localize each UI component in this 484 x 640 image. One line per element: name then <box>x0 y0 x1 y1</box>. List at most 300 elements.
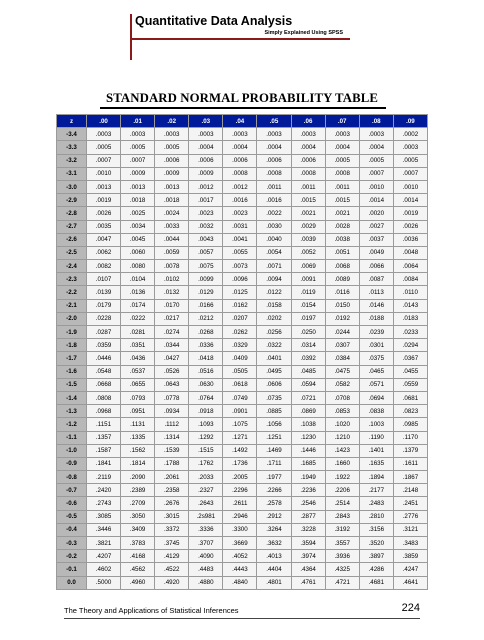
probability-cell: .0069 <box>291 260 325 273</box>
probability-cell: .1093 <box>189 418 223 431</box>
z-value-cell: -2.8 <box>57 207 87 220</box>
probability-cell: .0197 <box>291 312 325 325</box>
probability-cell: .0436 <box>121 352 155 365</box>
probability-cell: .1112 <box>155 418 189 431</box>
probability-cell: .0526 <box>155 365 189 378</box>
probability-cell: .0030 <box>257 220 291 233</box>
probability-cell: .0012 <box>189 180 223 193</box>
probability-cell: .4840 <box>223 576 257 589</box>
probability-cell: .0015 <box>325 194 359 207</box>
probability-cell: .3409 <box>121 523 155 536</box>
probability-cell: .0004 <box>325 141 359 154</box>
probability-cell: .0985 <box>393 418 427 431</box>
probability-cell: .1841 <box>87 457 121 470</box>
z-value-cell: -2.0 <box>57 312 87 325</box>
probability-cell: .0146 <box>359 299 393 312</box>
probability-cell: .2776 <box>393 510 427 523</box>
probability-cell: .0055 <box>223 246 257 259</box>
probability-cell: .0080 <box>121 260 155 273</box>
probability-cell: .3446 <box>87 523 121 536</box>
probability-cell: .0322 <box>257 339 291 352</box>
table-row <box>57 391 428 404</box>
probability-cell: .0060 <box>121 246 155 259</box>
column-header: .02 <box>155 115 189 128</box>
probability-cell: .0012 <box>223 180 257 193</box>
probability-cell: .0384 <box>325 352 359 365</box>
probability-cell: .2033 <box>189 471 223 484</box>
probability-cell: .0274 <box>155 326 189 339</box>
table-row <box>57 154 428 167</box>
footer-text: The Theory and Applications of Statistical Inferences <box>64 606 239 615</box>
table-row <box>57 563 428 576</box>
probability-cell: .1922 <box>325 471 359 484</box>
probability-cell: .0052 <box>291 246 325 259</box>
probability-cell: .0119 <box>291 286 325 299</box>
probability-cell: .0015 <box>291 194 325 207</box>
probability-cell: .0043 <box>189 233 223 246</box>
table-row <box>57 523 428 536</box>
probability-cell: .0007 <box>121 154 155 167</box>
probability-cell: .0040 <box>257 233 291 246</box>
probability-cell: .0901 <box>223 405 257 418</box>
z-value-cell: -0.9 <box>57 457 87 470</box>
probability-cell: .3557 <box>325 537 359 550</box>
probability-cell: .0329 <box>223 339 257 352</box>
table-row <box>57 484 428 497</box>
probability-cell: .0041 <box>223 233 257 246</box>
probability-cell: .4129 <box>155 550 189 563</box>
probability-cell: .0618 <box>223 378 257 391</box>
table-row <box>57 537 428 550</box>
probability-cell: .0110 <box>393 286 427 299</box>
probability-cell: .2514 <box>325 497 359 510</box>
probability-cell: .0143 <box>393 299 427 312</box>
probability-cell: .1401 <box>359 444 393 457</box>
probability-cell: .0078 <box>155 260 189 273</box>
z-value-cell: -3.2 <box>57 154 87 167</box>
probability-cell: .0099 <box>189 273 223 286</box>
probability-cell: .0038 <box>325 233 359 246</box>
probability-cell: .0028 <box>325 220 359 233</box>
probability-cell: .4325 <box>325 563 359 576</box>
column-header: .01 <box>121 115 155 128</box>
probability-cell: .0136 <box>121 286 155 299</box>
probability-cell: .0018 <box>155 194 189 207</box>
probability-cell: .1251 <box>257 431 291 444</box>
probability-cell: .0207 <box>223 312 257 325</box>
probability-cell: .4681 <box>359 576 393 589</box>
table-row <box>57 167 428 180</box>
probability-cell: .0351 <box>121 339 155 352</box>
page-header <box>130 14 350 40</box>
probability-cell: .0003 <box>121 128 155 141</box>
probability-cell: .0003 <box>223 128 257 141</box>
table-row <box>57 352 428 365</box>
probability-cell: .0668 <box>87 378 121 391</box>
probability-cell: .1736 <box>223 457 257 470</box>
z-value-cell: -1.3 <box>57 405 87 418</box>
column-header: .03 <box>189 115 223 128</box>
table-row <box>57 220 428 233</box>
probability-cell: .0778 <box>155 391 189 404</box>
probability-cell: .2420 <box>87 484 121 497</box>
probability-cell: .0150 <box>325 299 359 312</box>
probability-cell: .0094 <box>257 273 291 286</box>
probability-cell: .2s981 <box>189 510 223 523</box>
probability-cell: .0013 <box>121 180 155 193</box>
probability-cell: .0256 <box>257 326 291 339</box>
probability-cell: .2005 <box>223 471 257 484</box>
probability-cell: .0011 <box>257 180 291 193</box>
probability-cell: .0021 <box>325 207 359 220</box>
z-value-cell: -1.2 <box>57 418 87 431</box>
table-row <box>57 550 428 563</box>
z-value-cell: -0.5 <box>57 510 87 523</box>
probability-cell: .0107 <box>87 273 121 286</box>
probability-cell: .0008 <box>325 167 359 180</box>
probability-cell: .1611 <box>393 457 427 470</box>
probability-cell: .0681 <box>393 391 427 404</box>
table-row <box>57 286 428 299</box>
probability-cell: .2611 <box>223 497 257 510</box>
table-row <box>57 378 428 391</box>
probability-cell: .1423 <box>325 444 359 457</box>
probability-cell: .4562 <box>121 563 155 576</box>
probability-cell: .2389 <box>121 484 155 497</box>
header-vertical-rule <box>130 14 132 60</box>
table-row <box>57 431 428 444</box>
probability-cell: .0808 <box>87 391 121 404</box>
probability-cell: .0005 <box>325 154 359 167</box>
z-value-cell: -3.0 <box>57 180 87 193</box>
probability-cell: .3821 <box>87 537 121 550</box>
table-row <box>57 299 428 312</box>
probability-cell: .0446 <box>87 352 121 365</box>
probability-cell: .1335 <box>121 431 155 444</box>
probability-cell: .0793 <box>121 391 155 404</box>
z-value-cell: -0.2 <box>57 550 87 563</box>
probability-cell: .4880 <box>189 576 223 589</box>
probability-cell: .0008 <box>223 167 257 180</box>
probability-cell: .0129 <box>189 286 223 299</box>
book-title: Quantitative Data Analysis <box>135 14 293 28</box>
probability-cell: .3192 <box>325 523 359 536</box>
probability-cell: .4522 <box>155 563 189 576</box>
probability-cell: .0838 <box>359 405 393 418</box>
probability-cell: .2877 <box>291 510 325 523</box>
probability-cell: .0139 <box>87 286 121 299</box>
column-header: .00 <box>87 115 121 128</box>
probability-cell: .0020 <box>359 207 393 220</box>
probability-cell: .0037 <box>359 233 393 246</box>
probability-cell: .2643 <box>189 497 223 510</box>
column-header: .04 <box>223 115 257 128</box>
probability-cell: .1635 <box>359 457 393 470</box>
probability-cell: .0392 <box>291 352 325 365</box>
probability-cell: .0228 <box>87 312 121 325</box>
probability-cell: .3783 <box>121 537 155 550</box>
probability-cell: .0132 <box>155 286 189 299</box>
probability-cell: .0823 <box>393 405 427 418</box>
column-header: .06 <box>291 115 325 128</box>
probability-cell: .0367 <box>393 352 427 365</box>
probability-cell: .0073 <box>223 260 257 273</box>
probability-cell: .2266 <box>257 484 291 497</box>
probability-cell: .2743 <box>87 497 121 510</box>
z-value-cell: -0.3 <box>57 537 87 550</box>
probability-cell: .0005 <box>359 154 393 167</box>
probability-cell: .3936 <box>325 550 359 563</box>
probability-cell: .2451 <box>393 497 427 510</box>
z-value-cell: 0.0 <box>57 576 87 589</box>
table-header-row <box>57 115 428 128</box>
z-value-cell: -3.1 <box>57 167 87 180</box>
probability-cell: .0003 <box>257 128 291 141</box>
table-title: STANDARD NORMAL PROBABILITY TABLE <box>106 91 378 105</box>
z-value-cell: -1.8 <box>57 339 87 352</box>
probability-cell: .0174 <box>121 299 155 312</box>
probability-cell: .1230 <box>291 431 325 444</box>
probability-cell: .0314 <box>291 339 325 352</box>
z-value-cell: -2.3 <box>57 273 87 286</box>
probability-cell: .0401 <box>257 352 291 365</box>
probability-cell: .2810 <box>359 510 393 523</box>
probability-cell: .4247 <box>393 563 427 576</box>
probability-cell: .0021 <box>291 207 325 220</box>
probability-cell: .2358 <box>155 484 189 497</box>
probability-cell: .2206 <box>325 484 359 497</box>
probability-cell: .3632 <box>257 537 291 550</box>
probability-cell: .0004 <box>291 141 325 154</box>
probability-cell: .0091 <box>291 273 325 286</box>
probability-cell: .0010 <box>87 167 121 180</box>
probability-cell: .4721 <box>325 576 359 589</box>
z-value-cell: -2.4 <box>57 260 87 273</box>
probability-cell: .0004 <box>359 141 393 154</box>
probability-cell: .2709 <box>121 497 155 510</box>
probability-cell: .0062 <box>87 246 121 259</box>
probability-cell: .1492 <box>223 444 257 457</box>
footer-rule <box>64 618 420 619</box>
probability-cell: .1357 <box>87 431 121 444</box>
table-row <box>57 312 428 325</box>
probability-cell: .0027 <box>359 220 393 233</box>
column-header: .05 <box>257 115 291 128</box>
probability-cell: .0007 <box>359 167 393 180</box>
probability-cell: .0036 <box>393 233 427 246</box>
probability-cell: .0003 <box>87 128 121 141</box>
probability-cell: .0054 <box>257 246 291 259</box>
probability-cell: .3594 <box>291 537 325 550</box>
table-row <box>57 510 428 523</box>
table-row <box>57 444 428 457</box>
probability-cell: .0239 <box>359 326 393 339</box>
probability-cell: .4602 <box>87 563 121 576</box>
probability-cell: .0721 <box>291 391 325 404</box>
probability-cell: .0003 <box>189 128 223 141</box>
probability-cell: .0179 <box>87 299 121 312</box>
probability-cell: .0918 <box>189 405 223 418</box>
probability-cell: .0007 <box>393 167 427 180</box>
probability-cell: .0853 <box>325 405 359 418</box>
probability-cell: .0051 <box>325 246 359 259</box>
probability-cell: .0010 <box>359 180 393 193</box>
probability-cell: .1685 <box>291 457 325 470</box>
probability-cell: .0571 <box>359 378 393 391</box>
probability-cell: .4443 <box>223 563 257 576</box>
probability-cell: .0029 <box>291 220 325 233</box>
probability-cell: .0582 <box>325 378 359 391</box>
probability-cell: .0244 <box>325 326 359 339</box>
probability-cell: .1446 <box>291 444 325 457</box>
probability-cell: .4761 <box>291 576 325 589</box>
probability-cell: .0064 <box>393 260 427 273</box>
probability-cell: .3085 <box>87 510 121 523</box>
probability-cell: .0025 <box>121 207 155 220</box>
probability-cell: .0023 <box>223 207 257 220</box>
z-value-cell: -0.1 <box>57 563 87 576</box>
probability-cell: .0039 <box>291 233 325 246</box>
probability-cell: .0233 <box>393 326 427 339</box>
probability-cell: .3264 <box>257 523 291 536</box>
probability-cell: .0869 <box>291 405 325 418</box>
probability-cell: .0008 <box>291 167 325 180</box>
probability-cell: .0075 <box>189 260 223 273</box>
table-title-underline <box>100 107 386 109</box>
probability-cell: .3669 <box>223 537 257 550</box>
z-value-cell: -0.4 <box>57 523 87 536</box>
probability-cell: .0003 <box>325 128 359 141</box>
probability-cell: .0047 <box>87 233 121 246</box>
z-value-cell: -3.4 <box>57 128 87 141</box>
probability-cell: .1003 <box>359 418 393 431</box>
probability-cell: .4364 <box>291 563 325 576</box>
probability-cell: .2236 <box>291 484 325 497</box>
probability-cell: .0307 <box>325 339 359 352</box>
probability-cell: .0013 <box>87 180 121 193</box>
probability-cell: .1539 <box>155 444 189 457</box>
probability-cell: .0016 <box>223 194 257 207</box>
probability-cell: .0475 <box>325 365 359 378</box>
probability-cell: .1867 <box>393 471 427 484</box>
z-value-cell: -1.0 <box>57 444 87 457</box>
probability-cell: .2483 <box>359 497 393 510</box>
probability-cell: .0104 <box>121 273 155 286</box>
probability-cell: .0113 <box>359 286 393 299</box>
probability-cell: .3228 <box>291 523 325 536</box>
probability-cell: .1977 <box>257 471 291 484</box>
probability-cell: .3745 <box>155 537 189 550</box>
probability-cell: .0071 <box>257 260 291 273</box>
probability-cell: .3336 <box>189 523 223 536</box>
probability-cell: .0375 <box>359 352 393 365</box>
probability-cell: .0003 <box>155 128 189 141</box>
probability-cell: .1151 <box>87 418 121 431</box>
probability-cell: .4090 <box>189 550 223 563</box>
probability-cell: .4483 <box>189 563 223 576</box>
probability-cell: .3859 <box>393 550 427 563</box>
probability-cell: .0010 <box>393 180 427 193</box>
probability-cell: .0301 <box>359 339 393 352</box>
probability-cell: .4168 <box>121 550 155 563</box>
probability-cell: .2676 <box>155 497 189 510</box>
probability-cell: .4013 <box>257 550 291 563</box>
probability-cell: .3483 <box>393 537 427 550</box>
probability-cell: .0023 <box>189 207 223 220</box>
probability-cell: .1711 <box>257 457 291 470</box>
probability-cell: .0084 <box>393 273 427 286</box>
probability-cell: .2177 <box>359 484 393 497</box>
probability-cell: .1762 <box>189 457 223 470</box>
probability-cell: .4052 <box>223 550 257 563</box>
probability-cell: .0764 <box>189 391 223 404</box>
probability-cell: .2296 <box>223 484 257 497</box>
probability-cell: .0005 <box>393 154 427 167</box>
probability-cell: .0495 <box>257 365 291 378</box>
probability-cell: .0287 <box>87 326 121 339</box>
table-row <box>57 273 428 286</box>
z-probability-table <box>56 114 428 590</box>
probability-cell: .0968 <box>87 405 121 418</box>
probability-cell: .0268 <box>189 326 223 339</box>
table-row <box>57 457 428 470</box>
probability-cell: .0006 <box>155 154 189 167</box>
z-value-cell: -3.3 <box>57 141 87 154</box>
probability-cell: .0011 <box>325 180 359 193</box>
probability-cell: .0559 <box>393 378 427 391</box>
page-number: 224 <box>401 602 420 614</box>
probability-cell: .0537 <box>121 365 155 378</box>
probability-cell: .0004 <box>223 141 257 154</box>
probability-cell: .0003 <box>393 141 427 154</box>
probability-cell: .0505 <box>223 365 257 378</box>
probability-cell: .0116 <box>325 286 359 299</box>
probability-cell: .0344 <box>155 339 189 352</box>
probability-cell: .0359 <box>87 339 121 352</box>
table-row <box>57 194 428 207</box>
z-value-cell: -1.1 <box>57 431 87 444</box>
probability-cell: .1271 <box>223 431 257 444</box>
probability-cell: .0087 <box>359 273 393 286</box>
probability-cell: .1587 <box>87 444 121 457</box>
probability-cell: .3520 <box>359 537 393 550</box>
probability-cell: .3974 <box>291 550 325 563</box>
probability-cell: .0014 <box>359 194 393 207</box>
probability-cell: .0031 <box>223 220 257 233</box>
header-rule <box>130 38 350 40</box>
probability-cell: .0250 <box>291 326 325 339</box>
probability-cell: .0192 <box>325 312 359 325</box>
probability-cell: .0019 <box>393 207 427 220</box>
probability-cell: .0018 <box>121 194 155 207</box>
probability-cell: .0170 <box>155 299 189 312</box>
probability-cell: .1038 <box>291 418 325 431</box>
probability-cell: .1949 <box>291 471 325 484</box>
table-row <box>57 141 428 154</box>
table-row <box>57 233 428 246</box>
z-value-cell: -1.7 <box>57 352 87 365</box>
probability-cell: .0212 <box>189 312 223 325</box>
probability-cell: .0630 <box>189 378 223 391</box>
probability-cell: .1469 <box>257 444 291 457</box>
probability-cell: .0049 <box>359 246 393 259</box>
table-row <box>57 471 428 484</box>
probability-cell: .0034 <box>121 220 155 233</box>
probability-cell: .0017 <box>189 194 223 207</box>
probability-cell: .0934 <box>155 405 189 418</box>
probability-cell: .4286 <box>359 563 393 576</box>
probability-cell: .2912 <box>257 510 291 523</box>
